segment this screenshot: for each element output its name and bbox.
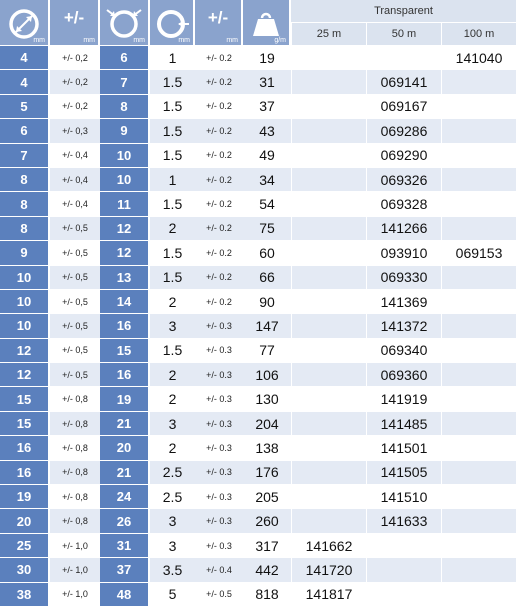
outer-diameter-cell: 48 (100, 582, 150, 606)
article-50m-cell: 069290 (366, 143, 441, 167)
weight-cell: 43 (243, 118, 291, 142)
inner-tolerance-cell: +/- 0,8 (50, 386, 100, 410)
article-25m-cell (291, 94, 366, 118)
article-50m-cell: 141510 (366, 484, 441, 508)
table-row (0, 313, 516, 337)
inner-diameter-cell: 10 (0, 313, 50, 337)
wall-thickness-cell: 3 (150, 533, 195, 557)
wall-tolerance-cell: +/- 0.2 (195, 69, 243, 93)
inner-diameter-cell: 16 (0, 460, 50, 484)
weight-cell: 260 (243, 508, 291, 532)
weight-cell: 54 (243, 191, 291, 215)
wall-thickness-cell: 5 (150, 582, 195, 606)
wall-thickness-header (150, 0, 195, 45)
article-50m-cell (366, 45, 441, 69)
article-100m-cell (441, 289, 516, 313)
weight-cell: 130 (243, 386, 291, 410)
outer-diameter-cell: 37 (100, 557, 150, 581)
inner-tolerance-cell: +/- 0,8 (50, 484, 100, 508)
outer-diameter-cell: 14 (100, 289, 150, 313)
weight-cell: 75 (243, 216, 291, 240)
article-100m-cell (441, 69, 516, 93)
article-25m-cell (291, 69, 366, 93)
wall-tolerance-cell: +/- 0.3 (195, 313, 243, 337)
article-25m-cell (291, 265, 366, 289)
wall-tolerance-cell: +/- 0.3 (195, 362, 243, 386)
article-100m-cell (441, 557, 516, 581)
weight-cell: 106 (243, 362, 291, 386)
article-100m-cell (441, 484, 516, 508)
table-row (0, 118, 516, 142)
table-row (0, 362, 516, 386)
table-row (0, 533, 516, 557)
wall-thickness-cell: 2 (150, 386, 195, 410)
inner-tolerance-cell: +/- 0,4 (50, 143, 100, 167)
article-50m-cell: 141369 (366, 289, 441, 313)
article-50m-cell: 069141 (366, 69, 441, 93)
article-100m-cell (441, 338, 516, 362)
article-25m-cell (291, 435, 366, 459)
article-25m-cell (291, 191, 366, 215)
wall-tolerance-cell: +/- 0.2 (195, 240, 243, 264)
inner-tolerance-cell: +/- 0,4 (50, 167, 100, 191)
inner-diameter-header (0, 0, 50, 45)
unit-label: g/m (274, 37, 286, 44)
table-row (0, 289, 516, 313)
wall-thickness-cell: 3 (150, 313, 195, 337)
wall-tolerance-cell: +/- 0.3 (195, 411, 243, 435)
table-row (0, 45, 516, 69)
article-100m-cell (441, 313, 516, 337)
inner-diameter-cell: 30 (0, 557, 50, 581)
article-100m-cell (441, 216, 516, 240)
article-50m-cell (366, 557, 441, 581)
table-row (0, 386, 516, 410)
tolerance-icon: +/- (63, 7, 85, 27)
inner-tolerance-cell: +/- 0,2 (50, 45, 100, 69)
inner-tolerance-cell: +/- 1,0 (50, 582, 100, 606)
length-50m-header: 50 m (366, 23, 441, 45)
inner-tolerance-cell: +/- 0,5 (50, 362, 100, 386)
article-50m-cell: 141266 (366, 216, 441, 240)
tolerance-icon: +/- (207, 7, 229, 27)
table-row (0, 143, 516, 167)
weight-cell: 147 (243, 313, 291, 337)
inner-tolerance-cell: +/- 0,5 (50, 289, 100, 313)
article-25m-cell (291, 313, 366, 337)
article-100m-cell (441, 508, 516, 532)
article-25m-cell (291, 143, 366, 167)
article-50m-cell: 069167 (366, 94, 441, 118)
weight-cell: 60 (243, 240, 291, 264)
inner-diameter-cell: 20 (0, 508, 50, 532)
article-50m-cell: 069328 (366, 191, 441, 215)
weight-cell: 90 (243, 289, 291, 313)
article-50m-cell: 093910 (366, 240, 441, 264)
wall-thickness-cell: 3 (150, 508, 195, 532)
outer-diameter-cell: 12 (100, 240, 150, 264)
inner-diameter-cell: 8 (0, 167, 50, 191)
weight-cell: 442 (243, 557, 291, 581)
weight-icon (250, 9, 282, 39)
outer-diameter-cell: 9 (100, 118, 150, 142)
outer-diameter-cell: 26 (100, 508, 150, 532)
article-25m-cell (291, 338, 366, 362)
unit-label: mm (83, 37, 95, 44)
weight-cell: 818 (243, 582, 291, 606)
article-25m-cell (291, 216, 366, 240)
wall-thickness-cell: 1 (150, 167, 195, 191)
weight-cell: 138 (243, 435, 291, 459)
table-row (0, 411, 516, 435)
table-row (0, 265, 516, 289)
table-row (0, 216, 516, 240)
article-25m-cell (291, 240, 366, 264)
inner-diameter-cell: 6 (0, 118, 50, 142)
article-50m-cell: 141505 (366, 460, 441, 484)
article-100m-cell (441, 582, 516, 606)
article-50m-cell: 069360 (366, 362, 441, 386)
inner-diameter-cell: 15 (0, 386, 50, 410)
inner-diameter-cell: 5 (0, 94, 50, 118)
wall-thickness-cell: 1.5 (150, 69, 195, 93)
table-row (0, 557, 516, 581)
wall-thickness-cell: 2.5 (150, 484, 195, 508)
weight-cell: 19 (243, 45, 291, 69)
wall-tolerance-cell: +/- 0.4 (195, 557, 243, 581)
inner-tolerance-cell: +/- 0,8 (50, 411, 100, 435)
wall-tolerance-cell: +/- 0.2 (195, 289, 243, 313)
inner-diameter-cell: 12 (0, 338, 50, 362)
inner-diameter-cell: 8 (0, 216, 50, 240)
inner-tolerance-cell: +/- 0,8 (50, 508, 100, 532)
wall-thickness-cell: 2 (150, 216, 195, 240)
article-50m-cell: 141485 (366, 411, 441, 435)
article-25m-cell (291, 386, 366, 410)
article-100m-cell (441, 118, 516, 142)
weight-cell: 34 (243, 167, 291, 191)
inner-tolerance-cell: +/- 0,5 (50, 240, 100, 264)
wall-tolerance-cell: +/- 0.5 (195, 582, 243, 606)
table-row (0, 508, 516, 532)
article-100m-cell (441, 265, 516, 289)
unit-label: mm (178, 37, 190, 44)
weight-cell: 66 (243, 265, 291, 289)
article-100m-cell (441, 191, 516, 215)
article-100m-cell (441, 460, 516, 484)
wall-tolerance-cell: +/- 0.2 (195, 216, 243, 240)
article-25m-cell: 141817 (291, 582, 366, 606)
unit-label: mm (33, 37, 45, 44)
article-50m-cell: 069330 (366, 265, 441, 289)
outer-diameter-cell: 21 (100, 460, 150, 484)
inner-tolerance-cell: +/- 1,0 (50, 557, 100, 581)
article-25m-cell (291, 362, 366, 386)
article-100m-cell (441, 411, 516, 435)
outer-diameter-cell: 24 (100, 484, 150, 508)
wall-tolerance-cell: +/- 0.2 (195, 167, 243, 191)
weight-cell: 77 (243, 338, 291, 362)
wall-tolerance-cell: +/- 0.3 (195, 533, 243, 557)
wall-thickness-cell: 1.5 (150, 240, 195, 264)
article-25m-cell (291, 118, 366, 142)
outer-diameter-cell: 10 (100, 143, 150, 167)
outer-diameter-cell: 31 (100, 533, 150, 557)
wall-thickness-cell: 3 (150, 411, 195, 435)
inner-diameter-cell: 25 (0, 533, 50, 557)
wall-tolerance-cell: +/- 0.3 (195, 338, 243, 362)
inner-diameter-icon (7, 7, 41, 41)
wall-thickness-cell: 1.5 (150, 118, 195, 142)
weight-cell: 317 (243, 533, 291, 557)
inner-tolerance-cell: +/- 0,8 (50, 460, 100, 484)
length-100m-header: 100 m (441, 23, 516, 45)
length-25m-header: 25 m (291, 23, 366, 45)
wall-tolerance-cell: +/- 0.2 (195, 191, 243, 215)
article-25m-cell (291, 484, 366, 508)
inner-diameter-cell: 4 (0, 45, 50, 69)
article-25m-cell (291, 167, 366, 191)
table-row (0, 94, 516, 118)
outer-diameter-cell: 16 (100, 313, 150, 337)
outer-diameter-cell: 7 (100, 69, 150, 93)
wall-thickness-cell: 1.5 (150, 143, 195, 167)
article-100m-cell (441, 533, 516, 557)
table-row (0, 338, 516, 362)
table-row (0, 435, 516, 459)
article-100m-cell: 069153 (441, 240, 516, 264)
article-100m-cell: 141040 (441, 45, 516, 69)
outer-diameter-cell: 8 (100, 94, 150, 118)
article-25m-cell: 141720 (291, 557, 366, 581)
table-row (0, 191, 516, 215)
outer-diameter-icon (104, 7, 144, 41)
article-100m-cell (441, 167, 516, 191)
inner-diameter-cell: 16 (0, 435, 50, 459)
article-25m-cell (291, 289, 366, 313)
wall-thickness-cell: 3.5 (150, 557, 195, 581)
article-50m-cell (366, 582, 441, 606)
wall-tolerance-cell: +/- 0.2 (195, 94, 243, 118)
wall-thickness-icon (153, 7, 191, 41)
inner-diameter-cell: 19 (0, 484, 50, 508)
weight-cell: 176 (243, 460, 291, 484)
weight-cell: 37 (243, 94, 291, 118)
inner-diameter-cell: 38 (0, 582, 50, 606)
article-100m-cell (441, 435, 516, 459)
transparent-title: Transparent (291, 0, 516, 23)
unit-label: mm (226, 37, 238, 44)
weight-header (243, 0, 291, 45)
table-row (0, 69, 516, 93)
inner-diameter-cell: 15 (0, 411, 50, 435)
wall-thickness-cell: 1.5 (150, 338, 195, 362)
article-100m-cell (441, 386, 516, 410)
wall-thickness-cell: 2 (150, 435, 195, 459)
inner-diameter-cell: 10 (0, 289, 50, 313)
weight-cell: 49 (243, 143, 291, 167)
wall-thickness-cell: 1 (150, 45, 195, 69)
article-25m-cell: 141662 (291, 533, 366, 557)
table-row (0, 484, 516, 508)
outer-diameter-cell: 13 (100, 265, 150, 289)
wall-thickness-cell: 1.5 (150, 94, 195, 118)
inner-tolerance-cell: +/- 0,5 (50, 216, 100, 240)
wall-thickness-cell: 2 (150, 362, 195, 386)
article-50m-cell: 141372 (366, 313, 441, 337)
wall-thickness-cell: 1.5 (150, 265, 195, 289)
wall-tolerance-cell: +/- 0.2 (195, 45, 243, 69)
article-25m-cell (291, 45, 366, 69)
weight-cell: 205 (243, 484, 291, 508)
table-row (0, 582, 516, 606)
wall-tolerance-cell: +/- 0.3 (195, 460, 243, 484)
inner-diameter-cell: 4 (0, 69, 50, 93)
inner-tolerance-cell: +/- 0,2 (50, 69, 100, 93)
article-50m-cell: 069286 (366, 118, 441, 142)
outer-diameter-cell: 15 (100, 338, 150, 362)
outer-diameter-header (100, 0, 150, 45)
article-50m-cell: 141633 (366, 508, 441, 532)
wall-tolerance-cell: +/- 0.2 (195, 118, 243, 142)
table-row (0, 167, 516, 191)
article-25m-cell (291, 460, 366, 484)
outer-diameter-cell: 21 (100, 411, 150, 435)
inner-tolerance-cell: +/- 0,5 (50, 313, 100, 337)
article-50m-cell: 141919 (366, 386, 441, 410)
inner-diameter-cell: 8 (0, 191, 50, 215)
article-25m-cell (291, 508, 366, 532)
inner-tolerance-cell: +/- 0,8 (50, 435, 100, 459)
wall-tolerance-cell: +/- 0.3 (195, 435, 243, 459)
inner-tolerance-cell: +/- 0,5 (50, 338, 100, 362)
table-row (0, 460, 516, 484)
article-100m-cell (441, 143, 516, 167)
outer-diameter-cell: 12 (100, 216, 150, 240)
outer-diameter-cell: 20 (100, 435, 150, 459)
article-50m-cell (366, 533, 441, 557)
inner-tolerance-header (50, 0, 100, 45)
outer-diameter-cell: 10 (100, 167, 150, 191)
wall-thickness-cell: 2.5 (150, 460, 195, 484)
wall-tolerance-cell: +/- 0.2 (195, 265, 243, 289)
outer-diameter-cell: 11 (100, 191, 150, 215)
weight-cell: 31 (243, 69, 291, 93)
wall-thickness-cell: 1.5 (150, 191, 195, 215)
inner-diameter-cell: 7 (0, 143, 50, 167)
article-50m-cell: 069340 (366, 338, 441, 362)
inner-diameter-cell: 10 (0, 265, 50, 289)
wall-tolerance-cell: +/- 0.3 (195, 386, 243, 410)
article-50m-cell: 069326 (366, 167, 441, 191)
inner-tolerance-cell: +/- 0,2 (50, 94, 100, 118)
article-25m-cell (291, 411, 366, 435)
wall-tolerance-cell: +/- 0.2 (195, 143, 243, 167)
wall-tolerance-cell: +/- 0.3 (195, 484, 243, 508)
wall-thickness-cell: 2 (150, 289, 195, 313)
inner-tolerance-cell: +/- 0,3 (50, 118, 100, 142)
article-100m-cell (441, 362, 516, 386)
outer-diameter-cell: 6 (100, 45, 150, 69)
wall-tolerance-header (195, 0, 243, 45)
weight-cell: 204 (243, 411, 291, 435)
article-100m-cell (441, 94, 516, 118)
table-row (0, 240, 516, 264)
inner-tolerance-cell: +/- 0,5 (50, 265, 100, 289)
unit-label: mm (133, 37, 145, 44)
inner-tolerance-cell: +/- 1,0 (50, 533, 100, 557)
inner-diameter-cell: 9 (0, 240, 50, 264)
outer-diameter-cell: 16 (100, 362, 150, 386)
inner-tolerance-cell: +/- 0,4 (50, 191, 100, 215)
inner-diameter-cell: 12 (0, 362, 50, 386)
outer-diameter-cell: 19 (100, 386, 150, 410)
article-50m-cell: 141501 (366, 435, 441, 459)
wall-tolerance-cell: +/- 0.3 (195, 508, 243, 532)
